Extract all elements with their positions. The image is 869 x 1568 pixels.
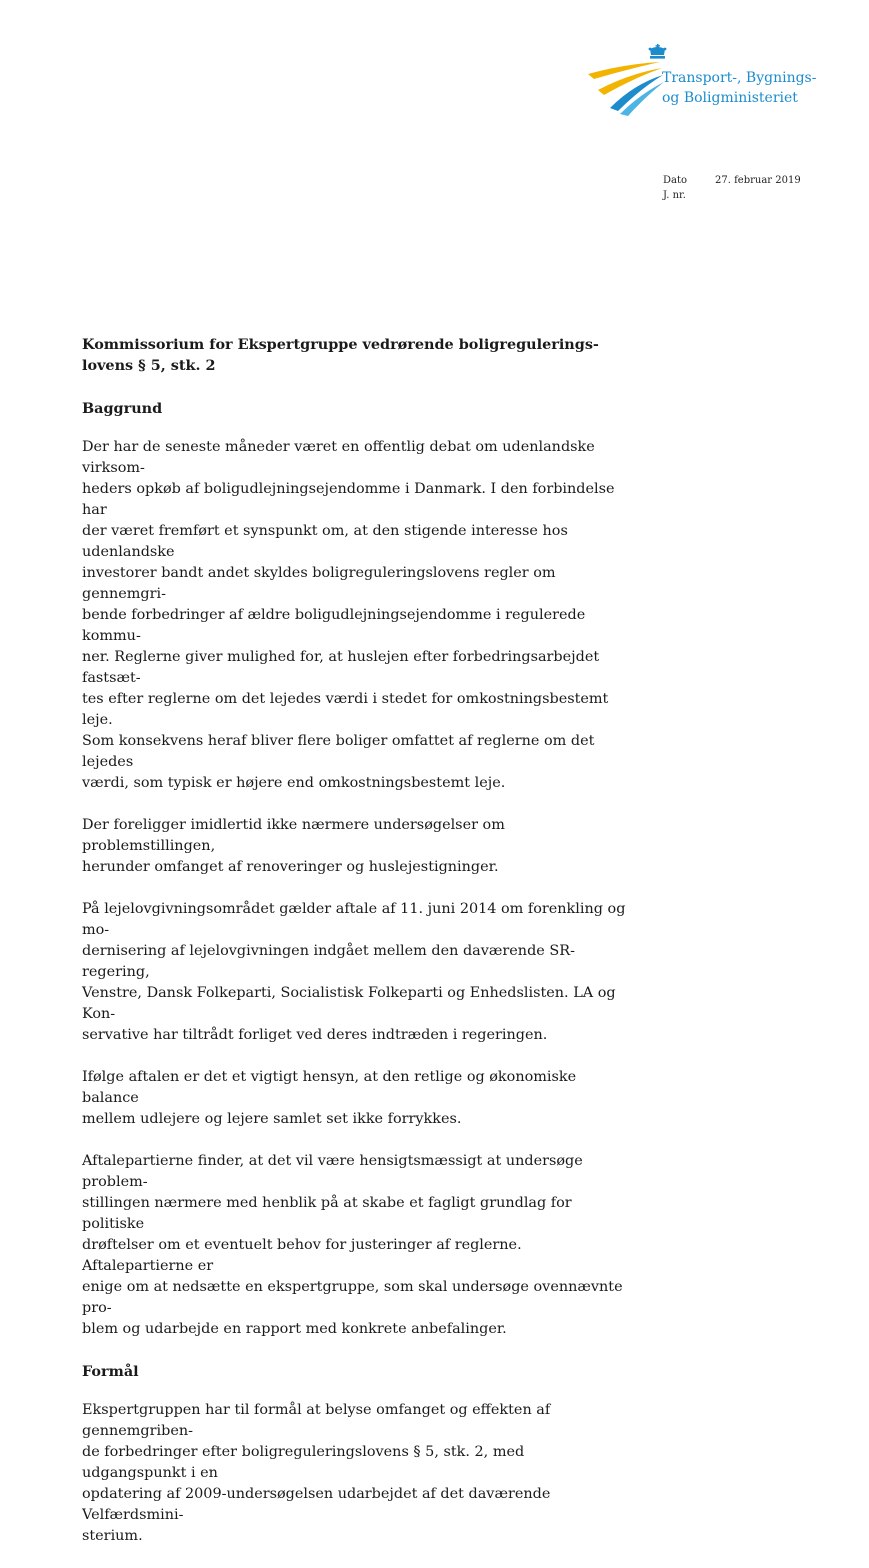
text-line: På lejelovgivningsområdet gælder aftale af 11. juni 2014 om forenkling og mo- — [82, 901, 626, 938]
section-heading-formaal: Formål — [82, 1363, 139, 1380]
text-line: stillingen nærmere med henblik på at skabe et fagligt grundlag for politiske — [82, 1195, 572, 1232]
text-line: Venstre, Dansk Folkeparti, Socialistisk Folkeparti og Enhedslisten. LA og Kon- — [82, 985, 616, 1022]
date-value: 27. februar 2019 — [715, 175, 801, 186]
logo-line-2: og Boligministeriet — [662, 90, 798, 106]
document-title — [82, 334, 627, 376]
ministry-logo — [584, 38, 844, 118]
text-line: Som konsekvens heraf bliver flere boliger omfattet af reglerne om det lejedes — [82, 733, 595, 770]
section-heading-baggrund: Baggrund — [82, 400, 163, 417]
text-line: værdi, som typisk er højere end omkostningsbestemt leje. — [82, 775, 506, 791]
document-meta — [663, 173, 801, 203]
text-line: herunder omfanget af renoveringer og huslejestigninger. — [82, 859, 499, 875]
text-line: investorer bandt andet skyldes boligreguleringslovens regler om gennemgri- — [82, 565, 556, 602]
document-body — [82, 334, 627, 1568]
logo-line-1: Transport-, Bygnings- — [662, 70, 817, 86]
text-line: Ifølge aftalen er det et vigtigt hensyn, at den retlige og økonomiske balance — [82, 1069, 577, 1106]
text-line: sterium. — [82, 1528, 143, 1544]
text-line: servative har tiltrådt forliget ved deres indtræden i regeringen. — [82, 1027, 548, 1043]
paragraph — [82, 815, 627, 878]
text-line: ner. Reglerne giver mulighed for, at huslejen efter forbedringsarbejdet fastsæt- — [82, 649, 600, 686]
text-line: der været fremført et synspunkt om, at den stigende interesse hos udenlandske — [82, 523, 568, 560]
text-line: Ekspertgruppen har til formål at belyse omfanget og effekten af gennemgriben- — [82, 1402, 551, 1439]
text-line: blem og udarbejde en rapport med konkrete anbefalinger. — [82, 1321, 507, 1337]
paragraph — [82, 899, 627, 1046]
title-line: Kommissorium for Ekspertgruppe vedrørende boligregulerings- — [82, 336, 599, 353]
text-line: Der foreligger imidlertid ikke nærmere undersøgelser om problemstillingen, — [82, 817, 505, 854]
text-line: opdatering af 2009-undersøgelsen udarbejdet af det daværende Velfærdsmini- — [82, 1486, 551, 1523]
text-line: drøftelser om et eventuelt behov for justeringer af reglerne. Aftalepartierne er — [82, 1237, 522, 1274]
text-line: dernisering af lejelovgivningen indgået mellem den daværende SR-regering, — [82, 943, 575, 980]
text-line: Aftalepartierne finder, at det vil være hensigtsmæssigt at undersøge problem- — [82, 1153, 583, 1190]
paragraph — [82, 1400, 627, 1547]
text-line: enige om at nedsætte en ekspertgruppe, som skal undersøge ovennævnte pro- — [82, 1279, 623, 1316]
paragraph — [82, 1151, 627, 1340]
paragraph — [82, 437, 627, 794]
text-line: mellem udlejere og lejere samlet set ikke forrykkes. — [82, 1111, 462, 1127]
text-line: tes efter reglerne om det lejedes værdi i stedet for omkostningsbestemt leje. — [82, 691, 609, 728]
ref-label: J. nr. — [663, 190, 686, 201]
text-line: Der har de seneste måneder været en offentlig debat om udenlandske virksom- — [82, 439, 595, 476]
text-line: bende forbedringer af ældre boligudlejningsejendomme i regulerede kommu- — [82, 607, 586, 644]
text-line: heders opkøb af boligudlejningsejendomme i Danmark. I den forbindelse har — [82, 481, 615, 518]
text-line: de forbedringer efter boligreguleringslovens § 5, stk. 2, med udgangspunkt i en — [82, 1444, 525, 1481]
date-label: Dato — [663, 175, 688, 186]
paragraph — [82, 1067, 627, 1130]
title-line: lovens § 5, stk. 2 — [82, 357, 216, 374]
